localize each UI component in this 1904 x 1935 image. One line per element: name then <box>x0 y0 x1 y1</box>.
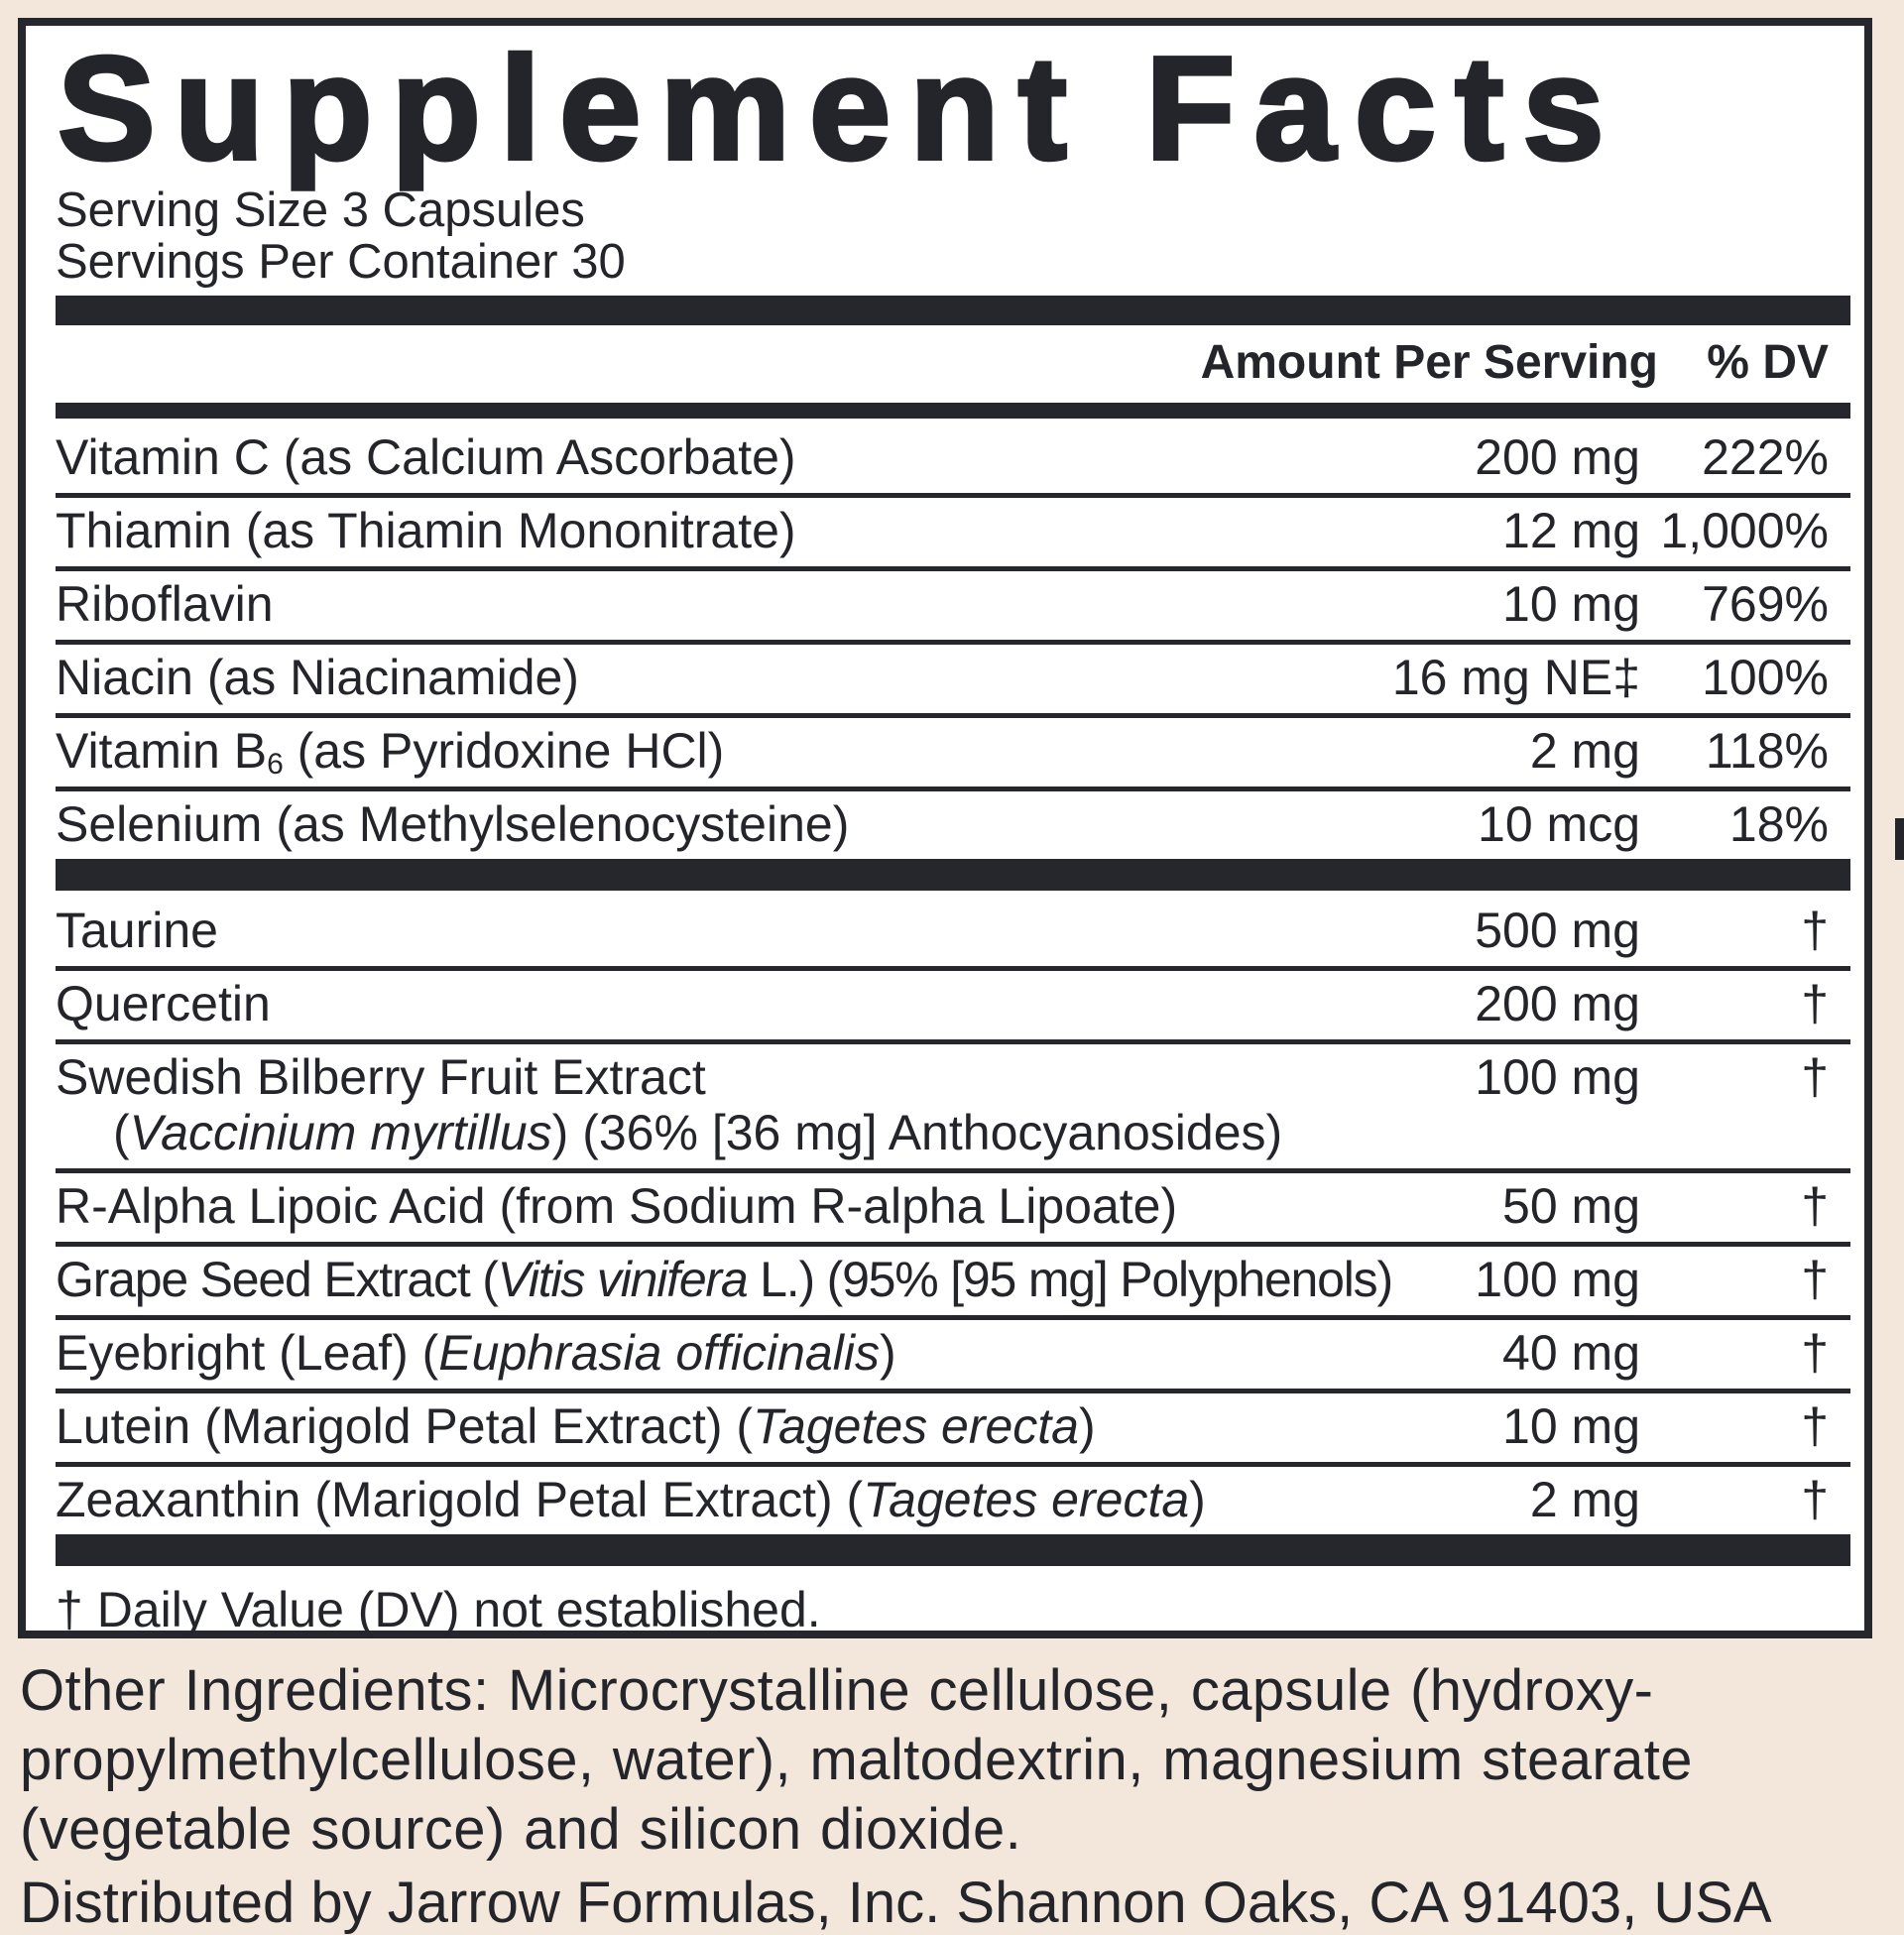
thick-divider <box>56 1534 1850 1566</box>
text-part: Zeaxanthin (Marigold Petal Extract) ( <box>56 1472 864 1527</box>
panel-title: Supplement Facts <box>58 27 1623 190</box>
supplement-facts-panel <box>18 18 1872 1638</box>
ingredient-dv: † <box>1801 976 1829 1031</box>
text-part: Eyebright (Leaf) ( <box>56 1325 439 1381</box>
col-header-dv: % DV <box>1707 336 1829 389</box>
text-part: ) <box>1189 1472 1206 1527</box>
botanical-name: Tagetes erecta <box>753 1398 1079 1454</box>
nutrient-amount: 10 mcg <box>1478 796 1640 852</box>
ingredient-dv: † <box>1801 1049 1829 1105</box>
thick-divider <box>56 859 1850 891</box>
row-divider <box>56 493 1850 498</box>
row-divider <box>56 1462 1850 1467</box>
nutrient-dv: 100% <box>1702 650 1829 705</box>
nutrient-name: Niacin (as Niacinamide) <box>56 650 579 705</box>
ingredient-dv: † <box>1801 1252 1829 1307</box>
text-part: Grape Seed Extract ( <box>56 1252 498 1307</box>
ingredient-name: Taurine <box>56 903 218 958</box>
ingredient-amount: 40 mg <box>1502 1325 1640 1381</box>
ingredient-name: Quercetin <box>56 976 271 1031</box>
ingredient-amount: 2 mg <box>1529 1472 1640 1527</box>
row-divider <box>56 1315 1850 1320</box>
ingredient-amount: 50 mg <box>1502 1178 1640 1234</box>
ingredient-amount: 100 mg <box>1475 1252 1640 1307</box>
ingredient-amount: 100 mg <box>1475 1049 1640 1105</box>
ingredient-dv: † <box>1801 1178 1829 1234</box>
text-part: L.) (95% [95 mg] Polyphenols) <box>747 1252 1392 1307</box>
ingredient-name: R-Alpha Lipoic Acid (from Sodium R-alpha Lipoate) <box>56 1178 1178 1234</box>
nutrient-dv: 222% <box>1702 429 1829 485</box>
nutrient-dv: 769% <box>1702 576 1829 632</box>
nutrient-amount: 200 mg <box>1475 429 1640 485</box>
row-divider <box>56 1039 1850 1044</box>
text-part: Lutein (Marigold Petal Extract) ( <box>56 1398 754 1454</box>
nutrient-name: Riboflavin <box>56 576 274 632</box>
name-part: (as Pyridoxine HCl) <box>283 723 725 779</box>
ingredient-dv: † <box>1801 903 1829 958</box>
row-divider <box>56 640 1850 645</box>
thick-divider <box>56 296 1850 325</box>
ingredient-name <box>56 1252 1392 1307</box>
botanical-name: Vitis vinifera <box>497 1252 748 1307</box>
nutrient-name: Thiamin (as Thiamin Mononitrate) <box>56 503 796 558</box>
nutrient-amount: 2 mg <box>1529 723 1640 779</box>
medium-divider <box>56 403 1850 419</box>
row-divider <box>56 566 1850 571</box>
servings-per-container: Servings Per Container 30 <box>56 235 626 289</box>
text-part: ) <box>1079 1398 1096 1454</box>
text-part: ) (36% [36 mg] Anthocyanosides) <box>551 1105 1283 1160</box>
nutrient-name <box>56 723 725 781</box>
nutrient-dv: 1,000% <box>1660 503 1829 558</box>
ingredient-name: Swedish Bilberry Fruit Extract <box>56 1049 706 1105</box>
name-part: Vitamin B <box>56 723 268 779</box>
nutrient-name: Vitamin C (as Calcium Ascorbate) <box>56 429 796 485</box>
nutrient-name: Selenium (as Methylselenocysteine) <box>56 796 850 852</box>
dv-footnote: † Daily Value (DV) not established. <box>56 1582 821 1637</box>
ingredient-amount: 200 mg <box>1475 976 1640 1031</box>
ingredient-dv: † <box>1801 1398 1829 1454</box>
row-divider <box>56 1389 1850 1393</box>
distributor-line: Distributed by Jarrow Formulas, Inc. Shannon Oaks, CA 91403, USA <box>20 1871 1772 1935</box>
serving-size: Serving Size 3 Capsules <box>56 183 585 237</box>
row-divider <box>56 966 1850 971</box>
ingredient-dv: † <box>1801 1325 1829 1381</box>
ingredient-name <box>56 1325 896 1381</box>
row-divider <box>56 786 1850 791</box>
ingredient-subline <box>113 1105 1283 1160</box>
ingredient-name <box>56 1398 1096 1454</box>
other-ingredients <box>20 1656 1884 1865</box>
row-divider <box>56 1242 1850 1247</box>
nutrient-dv: 118% <box>1705 723 1829 779</box>
nutrient-dv: 18% <box>1728 796 1829 852</box>
ingredient-amount: 10 mg <box>1502 1398 1640 1454</box>
botanical-name: Euphrasia officinalis <box>438 1325 880 1381</box>
row-divider <box>56 713 1850 718</box>
nutrient-amount: 12 mg <box>1502 503 1640 558</box>
botanical-name: Vaccinium myrtillus <box>129 1105 552 1160</box>
text-part: ( <box>113 1105 130 1160</box>
other-ingredients-line: (vegetable source) and silicon dioxide. <box>20 1797 1022 1862</box>
text-part: ) <box>879 1325 896 1381</box>
ingredient-dv: † <box>1801 1472 1829 1527</box>
ingredient-name <box>56 1472 1206 1527</box>
nutrient-amount: 10 mg <box>1502 576 1640 632</box>
other-ingredients-line: Other Ingredients: Microcrystalline cellulose, capsule (hydroxy- <box>20 1658 1654 1723</box>
edge-mark <box>1895 818 1904 860</box>
other-ingredients-line: propylmethylcellulose, water), maltodextrin, magnesium stearate <box>20 1728 1693 1792</box>
col-header-amount: Amount Per Serving <box>1200 336 1658 389</box>
row-divider <box>56 1168 1850 1173</box>
nutrient-amount: 16 mg NE‡ <box>1391 650 1640 705</box>
ingredient-amount: 500 mg <box>1475 903 1640 958</box>
botanical-name: Tagetes erecta <box>863 1472 1190 1527</box>
subscript: 6 <box>267 748 284 781</box>
